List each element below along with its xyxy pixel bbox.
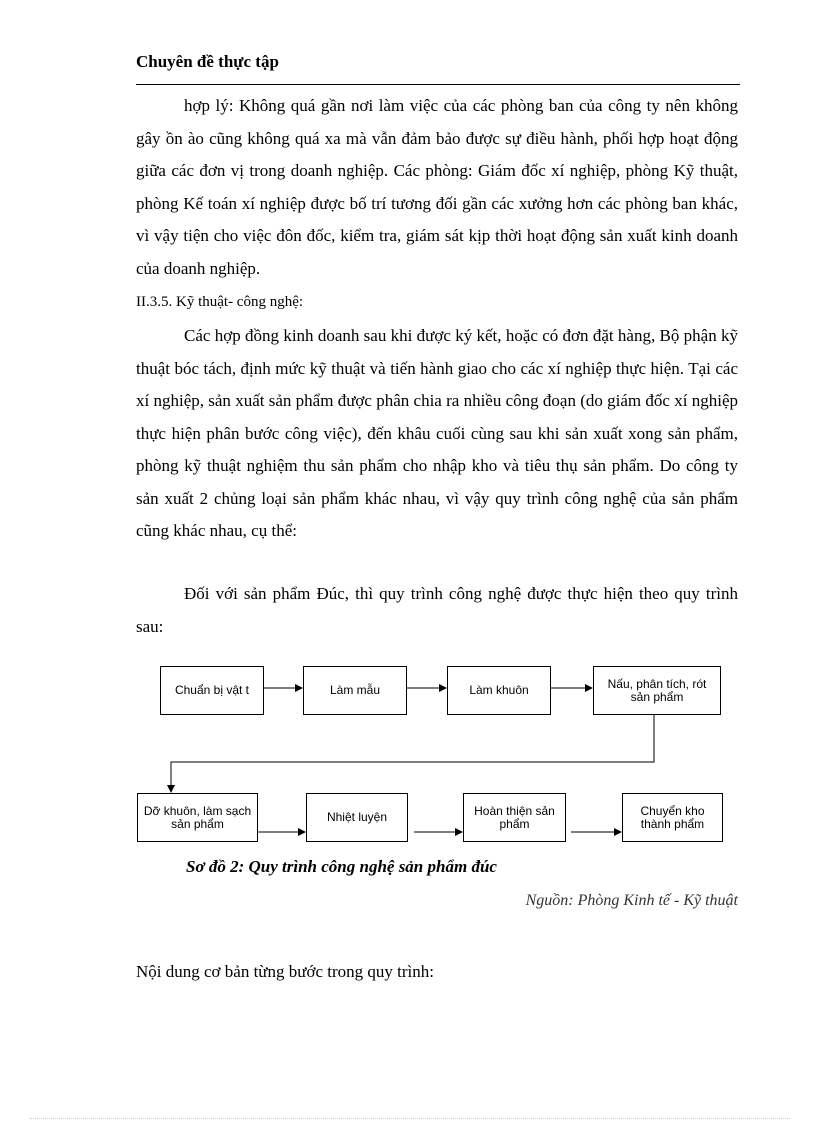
step-2-label: Làm mẫu [329, 683, 381, 697]
page-header-title: Chuyên đề thực tập [136, 52, 279, 71]
footer-divider [30, 1118, 790, 1119]
step-7-label: Hoàn thiện sản phẩm [474, 803, 555, 831]
paragraph-1: hợp lý: Không quá gần nơi làm việc của các phòng ban của công ty nên không gây ồn ào cũng không quá xa mà vẫn đảm bảo được sự điều hành, phối hợp hoạt động giữa các đơn vị trong doanh nghiệp. Các phòng: Giám đốc xí nghiệp, phòng Kỹ thuật, phòng Kế toán xí nghiệp được bố trí tương đối gần các xưởng hơn các phòng ban khác, vì vậy tiện cho việc đôn đốc, kiểm tra, giám sát kịp thời hoạt động sản xuất kinh doanh của doanh nghiệp. [136, 96, 738, 278]
diagram-caption: Sơ đồ 2: Quy trình công nghệ sản phẩm đúc [186, 857, 497, 876]
arrow-4-5 [171, 715, 654, 792]
paragraph-2: Các hợp đồng kinh doanh sau khi được ký kết, hoặc có đơn đặt hàng, Bộ phận kỹ thuật bóc tách, định mức kỹ thuật và tiến hành giao cho các xí nghiệp thực hiện. Tại các xí nghiệp, sản xuất sản phẩm được phân chia ra nhiều công đoạn (do giám đốc xí nghiệp thực hiện phân bước công việc), đến khâu cuối cùng sau khi sản xuất xong sản phẩm, phòng kỹ thuật nghiệm thu sản phẩm cho nhập kho và tiêu thụ sản phẩm. Do công ty sản xuất 2 chủng loại sản phẩm khác nhau, vì vậy quy trình công nghệ của sản phẩm cũng khác nhau, cụ thể: [136, 326, 738, 540]
step-1-label: Chuẩn bị vật t [174, 683, 250, 697]
section-heading: II.3.5. Kỹ thuật- công nghệ: [136, 294, 304, 310]
closing-line: Nội dung cơ bản từng bước trong quy trình: [136, 962, 434, 981]
paragraph-3: Đối với sản phẩm Đúc, thì quy trình công nghệ được thực hiện theo quy trình sau: [136, 584, 738, 636]
step-3-label: Làm khuôn [469, 683, 529, 697]
step-4-label: Nấu, phân tích, rót sản phẩm [607, 676, 707, 704]
step-8-label: Chuyển kho thành phẩm [640, 803, 705, 831]
step-6-label: Nhiệt luyện [326, 810, 388, 824]
diagram-source: Nguồn: Phòng Kinh tế - Kỹ thuật [525, 892, 738, 909]
step-5-label: Dỡ khuôn, làm sạch sản phẩm [143, 803, 252, 831]
